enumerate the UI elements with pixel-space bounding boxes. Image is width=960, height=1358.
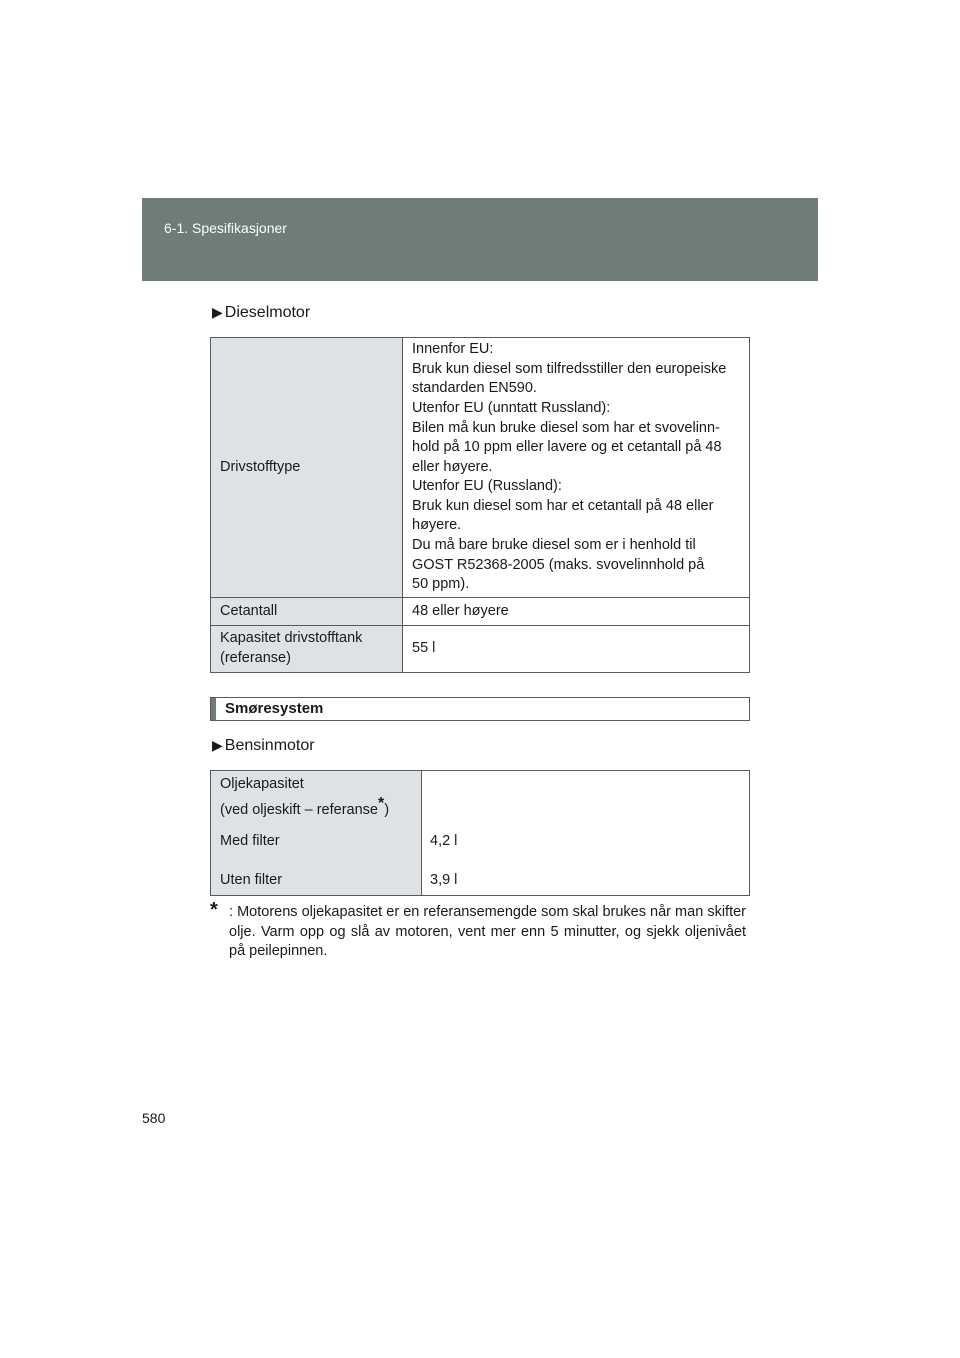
- fuel-line: hold på 10 ppm eller lavere og et cetantall på 48: [412, 439, 722, 456]
- lubrication-section-bar: [210, 697, 750, 721]
- fuel-line: Bruk kun diesel som tilfredsstiller den europeiske: [412, 360, 727, 377]
- footnote-text: : Motorens oljekapasitet er en referansemengde som skal brukes når man skifter olje. Varm opp og slå av motoren, vent mer enn 5 minutter, og sjekk oljenivået på peilepinnen.: [229, 904, 746, 959]
- lubrication-section-title: Smøresystem: [225, 700, 324, 717]
- fuel-line: GOST R52368-2005 (maks. svovelinnhold på: [412, 556, 705, 573]
- oil-note-suffix: ): [384, 801, 390, 818]
- oil-capacity-note: [220, 795, 389, 818]
- tank-key-line: (referanse): [220, 650, 291, 666]
- page-number: 580: [142, 1110, 166, 1126]
- diesel-heading-text: Dieselmotor: [224, 304, 311, 321]
- with-filter-value: 4,2 l: [430, 833, 458, 849]
- cetane-value: 48 eller høyere: [403, 598, 750, 626]
- oil-value-cell: [422, 771, 750, 896]
- tank-key-line: Kapasitet drivstofftank: [220, 630, 363, 647]
- without-filter-label: Uten filter: [220, 872, 283, 888]
- asterisk-mark: *: [377, 795, 385, 812]
- oil-capacity-label: Oljekapasitet: [220, 776, 304, 792]
- fuel-line: 50 ppm).: [412, 576, 470, 593]
- triangle-bullet-icon: ▶: [212, 737, 223, 753]
- fuel-line: standarden EN590.: [412, 380, 537, 397]
- diesel-heading: [212, 304, 310, 322]
- table-row: [211, 626, 750, 673]
- oil-footnote: [210, 899, 746, 962]
- petrol-heading: [212, 737, 315, 755]
- fuel-line: eller høyere.: [412, 458, 493, 475]
- with-filter-label: Med filter: [220, 833, 280, 849]
- fuel-line: Innenfor EU:: [412, 341, 494, 358]
- fuel-line: Bilen må kun bruke diesel som har et svovelinn-: [412, 419, 720, 436]
- fuel-line: Du må bare bruke diesel som er i henhold til: [412, 537, 696, 554]
- footnote-asterisk: *: [210, 899, 218, 921]
- fuel-line: høyere.: [412, 517, 462, 534]
- petrol-heading-text: Bensinmotor: [224, 737, 315, 754]
- triangle-bullet-icon: ▶: [212, 304, 223, 320]
- fuel-type-key: Drivstofftype: [211, 338, 403, 598]
- diesel-spec-table: [210, 337, 750, 673]
- without-filter-value: 3,9 l: [430, 872, 458, 888]
- fuel-line: Bruk kun diesel som har et cetantall på 48 eller: [412, 497, 714, 514]
- section-bar-mark: [211, 698, 216, 720]
- table-row: [211, 338, 750, 598]
- fuel-type-value: [403, 338, 750, 598]
- section-label: 6-1. Spesifikasjoner: [164, 220, 287, 236]
- fuel-line: Utenfor EU (Russland):: [412, 478, 562, 495]
- tank-key: [211, 626, 403, 673]
- oil-note-prefix: (ved oljeskift – referanse: [220, 801, 378, 818]
- cetane-key: Cetantall: [211, 598, 403, 626]
- tank-value: 55 l: [403, 626, 750, 673]
- chapter-header-band: [142, 198, 818, 281]
- table-row: [211, 598, 750, 626]
- fuel-line: Utenfor EU (unntatt Russland):: [412, 399, 611, 416]
